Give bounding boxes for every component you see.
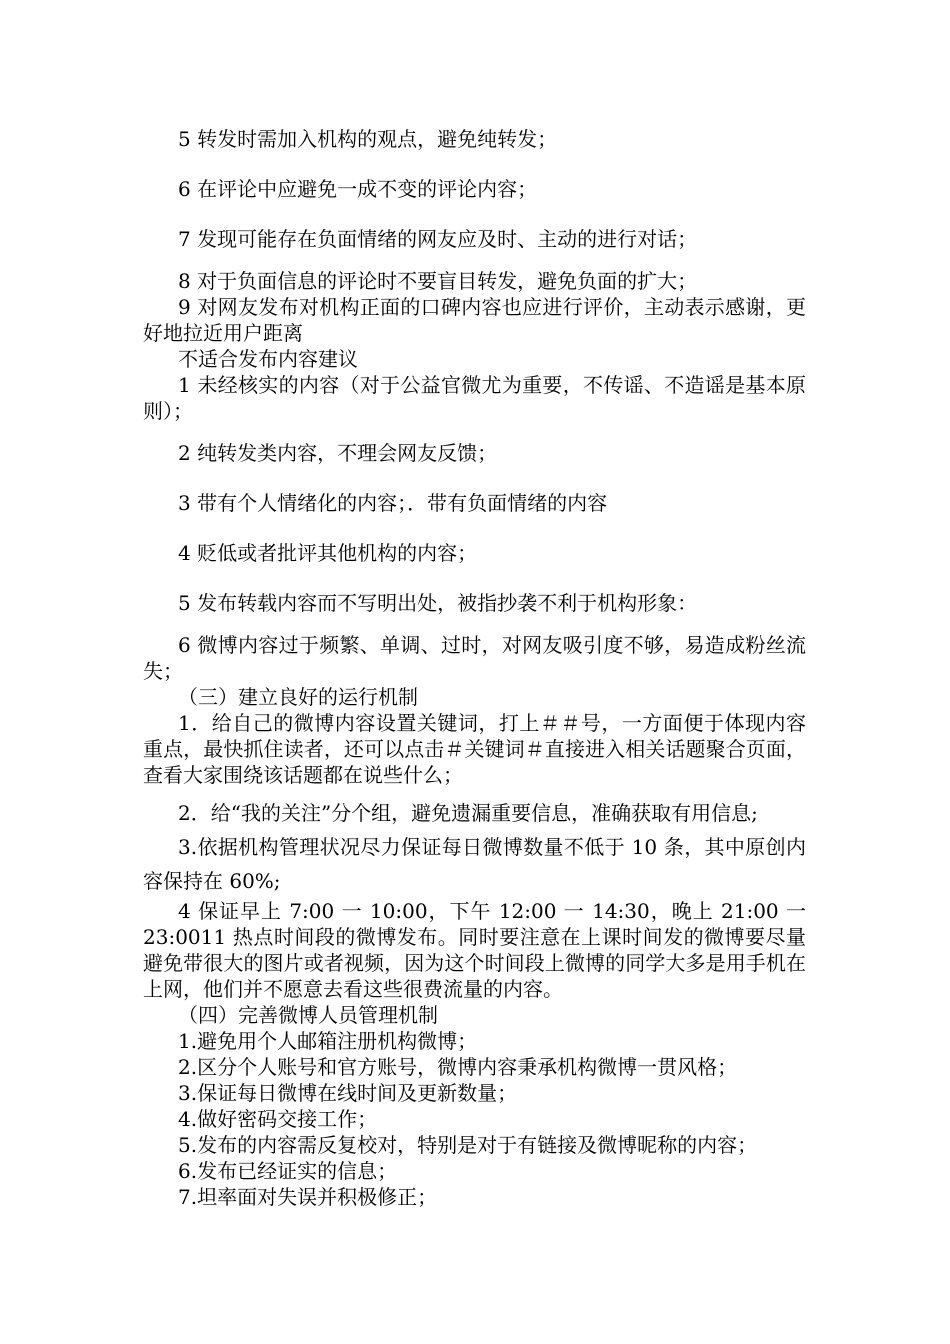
- list-item: 5.发布的内容需反复校对，特别是对于有链接及微博昵称的内容；: [178, 1133, 758, 1157]
- paragraph: 4 保证早上 7:00 一 10:00，下午 12:00 一 14:30，晚上 21:00 一 23:0011 热点时间段的微博发布。同时要注意在上课时间发的微博要尽量避免带很大的图片或者视频，因为这个时间段上微博的同学大多是用手机在上网，他们并不愿意去看这些很费流量的内容。: [143, 899, 806, 1001]
- paragraph: 5 转发时需加入机构的观点，避免纯转发；: [178, 127, 558, 151]
- paragraph: 4 贬低或者批评其他机构的内容；: [178, 541, 478, 565]
- paragraph: 6 微博内容过于频繁、单调、过时，对网友吸引度不够，易造成粉丝流失；: [143, 633, 806, 683]
- paragraph: 9 对网友发布对机构正面的口碑内容也应进行评价，主动表示感谢，更好地拉近用户距离: [143, 295, 806, 345]
- section-heading: （四）完善微博人员管理机制: [178, 1003, 438, 1027]
- list-item: 6.发布已经证实的信息；: [178, 1159, 398, 1183]
- list-item: 1.避免用个人邮箱注册机构微博；: [178, 1029, 478, 1053]
- list-item: 3.保证每日微博在线时间及更新数量；: [178, 1081, 518, 1105]
- list-item: 4.做好密码交接工作；: [178, 1107, 378, 1131]
- paragraph: 2 纯转发类内容，不理会网友反馈；: [178, 441, 498, 465]
- paragraph: 2．给“我的关注”分个组，避免遗漏重要信息，准确获取有用信息;: [178, 801, 758, 825]
- paragraph: 6 在评论中应避免一成不变的评论内容；: [178, 177, 538, 201]
- section-heading: （三）建立良好的运行机制: [178, 685, 418, 709]
- paragraph: 8 对于负面信息的评论时不要盲目转发，避免负面的扩大；: [178, 269, 698, 293]
- paragraph: 7 发现可能存在负面情绪的网友应及时、主动的进行对话；: [178, 227, 698, 251]
- paragraph: 3.依据机构管理状况尽力保证每日微博数量不低于 10 条，其中原创内容保持在 60%;: [143, 835, 806, 893]
- section-heading: 不适合发布内容建议: [178, 347, 358, 371]
- document-body: [143, 126, 806, 1210]
- list-item: 2.区分个人账号和官方账号，微博内容秉承机构微博一贯风格；: [178, 1055, 738, 1079]
- paragraph: 1．给自己的微博内容设置关键词，打上＃＃号，一方面便于体现内容重点，最快抓住读者，还可以点击＃关键词＃直接进入相关话题聚合页面，查看大家围绕该话题都在说些什么；: [143, 711, 806, 787]
- paragraph: 3 带有个人情绪化的内容；．带有负面情绪的内容: [178, 491, 608, 515]
- list-item: 7.坦率面对失误并积极修正；: [178, 1185, 438, 1209]
- paragraph: 5 发布转载内容而不写明出处，被指抄袭不利于机构形象：: [178, 591, 698, 615]
- paragraph: 1 未经核实的内容（对于公益官微尤为重要，不传谣、不造谣是基本原则）；: [143, 373, 806, 423]
